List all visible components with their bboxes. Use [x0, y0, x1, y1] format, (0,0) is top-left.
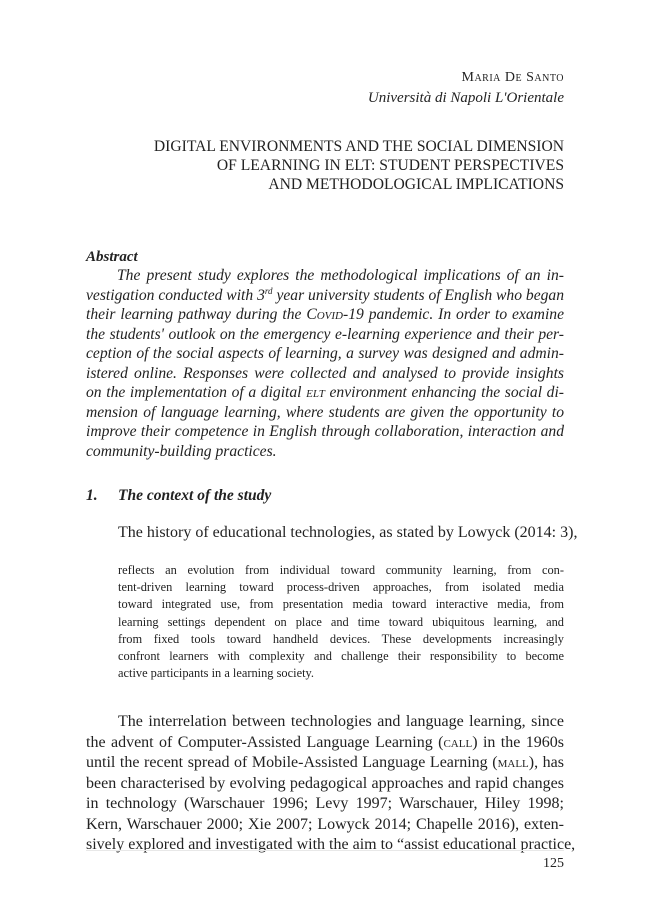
- body-line: in technology (Warschauer 1996; Levy 1997; Warschauer, Hiley 1998;: [86, 795, 564, 812]
- abstract-heading: Abstract: [86, 249, 138, 265]
- abstract-line: improve their competence in English through collaboration, interaction and: [86, 423, 564, 440]
- body-line: been characterised by evolving pedagogical approaches and rapid changes: [86, 774, 564, 792]
- abstract-line: ception of the social aspects of learning, a survey was designed and admin-: [86, 345, 564, 362]
- quote-line: from fixed tools toward handheld devices. These developments increasingly: [118, 631, 564, 646]
- abstract-line: istered online. Responses were collected and analysed to provide insights: [86, 364, 564, 382]
- quote-line: tent-driven learning toward process-driven approaches, from isolated media: [118, 580, 564, 595]
- abstract-line: vestigation conducted with 3rd year university students of English who began: [86, 285, 565, 304]
- body-line: the advent of Computer-Assisted Language Learning (call) in the 1960s: [86, 733, 565, 751]
- section-heading: [86, 487, 271, 505]
- body-line: sively explored and investigated with the aim to “assist educational practice,: [86, 836, 576, 853]
- title-line: OF LEARNING IN ELT: STUDENT PERSPECTIVES: [216, 157, 564, 174]
- abstract-line: the students' outlook on the emergency e-learning experience and their per-: [86, 325, 564, 343]
- author-affiliation: Università di Napoli L'Orientale: [367, 90, 564, 106]
- footer-divider: [86, 850, 564, 851]
- quote-line: learning settings dependent on place and time toward ubiquitous learning, and: [118, 614, 564, 629]
- section-number: 1.: [86, 487, 98, 504]
- abstract-line: their learning pathway during the Covid-19 pandemic. In order to examine: [86, 306, 564, 323]
- abstract-line: on the implementation of a digital elt environment enhancing the social di-: [86, 384, 565, 401]
- abstract-line: mension of language learning, where students are given the opportunity to: [86, 403, 564, 421]
- abstract-line: The present study explores the methodological implications of an in-: [117, 267, 564, 284]
- body-line: The interrelation between technologies and language learning, since: [118, 713, 564, 730]
- quote-line: confront learners with complexity and challenge their responsibility to become: [118, 649, 564, 664]
- body-line: until the recent spread of Mobile-Assisted Language Learning (mall), has: [86, 754, 564, 771]
- quote-line: reflects an evolution from individual toward community learning, from con-: [118, 563, 564, 577]
- quote-line: toward integrated use, from presentation media toward interactive media, from: [118, 597, 564, 612]
- quote-line: active participants in a learning society.: [118, 666, 314, 681]
- paper-title: [94, 137, 564, 194]
- block-quote: [118, 562, 564, 682]
- author-name: Maria De Santo: [461, 70, 564, 85]
- abstract-body: [86, 266, 564, 461]
- intro-sentence: The history of educational technologies, as stated by Lowyck (2014: 3),: [118, 524, 578, 541]
- abstract-line: community-building practices.: [86, 442, 277, 460]
- body-paragraph: [86, 712, 576, 856]
- body-line: Kern, Warschauer 2000; Xie 2007; Lowyck 2014; Chapelle 2016), exten-: [86, 815, 564, 833]
- title-line: AND METHODOLOGICAL IMPLICATIONS: [268, 176, 564, 193]
- section-title: The context of the study: [118, 487, 272, 504]
- title-line: DIGITAL ENVIRONMENTS AND THE SOCIAL DIMENSION: [153, 138, 564, 155]
- page-number: 125: [543, 856, 564, 871]
